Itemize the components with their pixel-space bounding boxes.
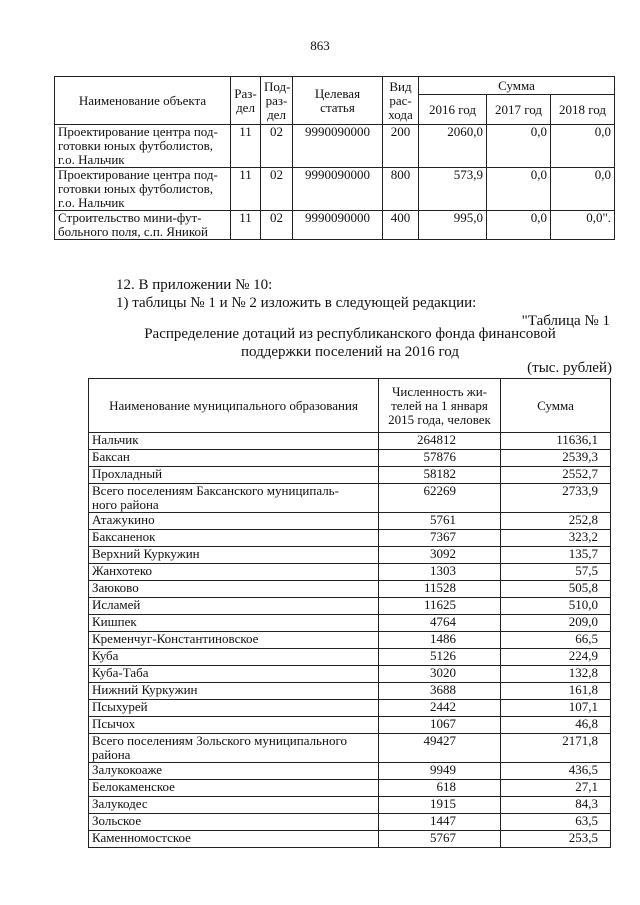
- amount-cell: 2733,9: [501, 484, 611, 513]
- population-cell: 49427: [379, 734, 501, 763]
- subsection-cell: 02: [261, 125, 293, 168]
- section-cell: 11: [231, 125, 261, 168]
- municipality-cell: Баксаненок: [89, 530, 379, 547]
- amount-2018-cell: 0,0".: [551, 211, 615, 240]
- amount-2017-cell: 0,0: [487, 211, 551, 240]
- header-subsection: Под- раз- дел: [261, 77, 293, 125]
- subsidies-table: [88, 378, 611, 848]
- target-article-cell: 9990090000: [293, 211, 383, 240]
- object-name-cell: Проектирование центра под- готовки юных футболистов, г.о. Нальчик: [55, 168, 231, 211]
- amount-cell: 510,0: [501, 598, 611, 615]
- table-row: [89, 433, 611, 450]
- table-row: [89, 700, 611, 717]
- amount-2016-cell: 573,9: [419, 168, 487, 211]
- table-row: [89, 717, 611, 734]
- target-article-cell: 9990090000: [293, 168, 383, 211]
- amount-cell: 252,8: [501, 513, 611, 530]
- population-cell: 57876: [379, 450, 501, 467]
- table-row: [89, 780, 611, 797]
- header-population: Численность жи- телей на 1 января 2015 года, человек: [379, 379, 501, 433]
- amount-2018-cell: 0,0: [551, 125, 615, 168]
- table-row: [89, 615, 611, 632]
- population-cell: 2442: [379, 700, 501, 717]
- table-row: [89, 513, 611, 530]
- header-municipality: Наименование муниципального образования: [89, 379, 379, 433]
- table-row: [89, 632, 611, 649]
- population-cell: 618: [379, 780, 501, 797]
- amount-cell: 66,5: [501, 632, 611, 649]
- subsection-cell: 02: [261, 168, 293, 211]
- section-cell: 11: [231, 168, 261, 211]
- municipality-cell: Белокаменское: [89, 780, 379, 797]
- municipality-cell: Псычох: [89, 717, 379, 734]
- amount-cell: 84,3: [501, 797, 611, 814]
- table-row: [89, 564, 611, 581]
- page-number: 863: [310, 38, 330, 53]
- table-row: [89, 734, 611, 763]
- municipality-cell: Атажукино: [89, 513, 379, 530]
- amount-cell: 2552,7: [501, 467, 611, 484]
- subsection-cell: 02: [261, 211, 293, 240]
- municipality-cell: Всего поселениям Баксанского муниципаль- ного района: [89, 484, 379, 513]
- population-cell: 9949: [379, 763, 501, 780]
- table-row: [89, 831, 611, 848]
- table-row: [89, 581, 611, 598]
- header-target-article: Целевая статья: [293, 77, 383, 125]
- municipality-cell: Каменномостское: [89, 831, 379, 848]
- population-cell: 3688: [379, 683, 501, 700]
- table-row: [89, 814, 611, 831]
- table-row: [89, 683, 611, 700]
- amount-2016-cell: 2060,0: [419, 125, 487, 168]
- table-row: [89, 484, 611, 513]
- table-row: [89, 598, 611, 615]
- table-row: [55, 125, 615, 168]
- municipality-cell: Заюково: [89, 581, 379, 598]
- amount-cell: 46,8: [501, 717, 611, 734]
- municipality-cell: Баксан: [89, 450, 379, 467]
- amount-cell: 2171,8: [501, 734, 611, 763]
- header-object-name: Наименование объекта: [55, 77, 231, 125]
- object-name-cell: Строительство мини-фут- больного поля, с.п. Яникой: [55, 211, 231, 240]
- municipality-cell: Нальчик: [89, 433, 379, 450]
- municipality-cell: Верхний Куркужин: [89, 547, 379, 564]
- population-cell: 264812: [379, 433, 501, 450]
- amount-2016-cell: 995,0: [419, 211, 487, 240]
- population-cell: 1486: [379, 632, 501, 649]
- population-cell: 5767: [379, 831, 501, 848]
- expense-type-cell: 400: [383, 211, 419, 240]
- amount-cell: 63,5: [501, 814, 611, 831]
- population-cell: 7367: [379, 530, 501, 547]
- table-row: [89, 450, 611, 467]
- header-expense-type: Вид рас- хода: [383, 77, 419, 125]
- municipality-cell: Куба: [89, 649, 379, 666]
- amount-cell: 505,8: [501, 581, 611, 598]
- table-row: [89, 530, 611, 547]
- target-article-cell: 9990090000: [293, 125, 383, 168]
- table-row: [89, 666, 611, 683]
- population-cell: 3020: [379, 666, 501, 683]
- population-cell: 1447: [379, 814, 501, 831]
- amount-cell: 27,1: [501, 780, 611, 797]
- municipality-cell: Жанхотеко: [89, 564, 379, 581]
- units-label: (тыс. рублей): [527, 360, 612, 376]
- amount-cell: 132,8: [501, 666, 611, 683]
- amendment-item-12: 12. В приложении № 10:: [116, 277, 273, 293]
- municipality-cell: Всего поселениям Зольского муниципального района: [89, 734, 379, 763]
- amount-2017-cell: 0,0: [487, 125, 551, 168]
- population-cell: 3092: [379, 547, 501, 564]
- population-cell: 1303: [379, 564, 501, 581]
- amount-2017-cell: 0,0: [487, 168, 551, 211]
- amount-cell: 436,5: [501, 763, 611, 780]
- municipality-cell: Прохладный: [89, 467, 379, 484]
- municipality-cell: Кишпек: [89, 615, 379, 632]
- header-year-2016: 2016 год: [419, 95, 487, 125]
- table-row: [55, 168, 615, 211]
- population-cell: 1915: [379, 797, 501, 814]
- population-cell: 62269: [379, 484, 501, 513]
- table-row: [89, 547, 611, 564]
- header-year-2017: 2017 год: [487, 95, 551, 125]
- table-title: Распределение дотаций из республиканского фонда финансовой поддержки поселений на 2016 год: [144, 326, 556, 360]
- table-row: [89, 649, 611, 666]
- amount-2018-cell: 0,0: [551, 168, 615, 211]
- table-row: [89, 467, 611, 484]
- amount-cell: 224,9: [501, 649, 611, 666]
- population-cell: 5126: [379, 649, 501, 666]
- municipality-cell: Залукокоаже: [89, 763, 379, 780]
- municipality-cell: Нижний Куркужин: [89, 683, 379, 700]
- table-row: [55, 211, 615, 240]
- header-section: Раз- дел: [231, 77, 261, 125]
- header-amount: Сумма: [501, 379, 611, 433]
- municipality-cell: Исламей: [89, 598, 379, 615]
- population-cell: 4764: [379, 615, 501, 632]
- population-cell: 5761: [379, 513, 501, 530]
- expense-type-cell: 200: [383, 125, 419, 168]
- amendment-subitem-1: 1) таблицы № 1 и № 2 изложить в следующей редакции:: [116, 295, 477, 311]
- municipality-cell: Псыхурей: [89, 700, 379, 717]
- table-row: [89, 797, 611, 814]
- amount-cell: 57,5: [501, 564, 611, 581]
- section-cell: 11: [231, 211, 261, 240]
- amount-cell: 323,2: [501, 530, 611, 547]
- population-cell: 1067: [379, 717, 501, 734]
- amount-cell: 209,0: [501, 615, 611, 632]
- amount-cell: 161,8: [501, 683, 611, 700]
- municipality-cell: Зольское: [89, 814, 379, 831]
- object-name-cell: Проектирование центра под- готовки юных футболистов, г.о. Нальчик: [55, 125, 231, 168]
- municipality-cell: Куба-Таба: [89, 666, 379, 683]
- amount-cell: 11636,1: [501, 433, 611, 450]
- municipality-cell: Кременчуг-Константиновское: [89, 632, 379, 649]
- table-label: "Таблица № 1: [521, 313, 610, 329]
- amount-cell: 135,7: [501, 547, 611, 564]
- expense-type-cell: 800: [383, 168, 419, 211]
- population-cell: 58182: [379, 467, 501, 484]
- header-sum: Сумма: [419, 77, 615, 95]
- population-cell: 11625: [379, 598, 501, 615]
- header-year-2018: 2018 год: [551, 95, 615, 125]
- population-cell: 11528: [379, 581, 501, 598]
- amount-cell: 107,1: [501, 700, 611, 717]
- municipality-cell: Залукодес: [89, 797, 379, 814]
- amount-cell: 253,5: [501, 831, 611, 848]
- table-row: [89, 763, 611, 780]
- appropriations-table: [54, 76, 615, 240]
- amount-cell: 2539,3: [501, 450, 611, 467]
